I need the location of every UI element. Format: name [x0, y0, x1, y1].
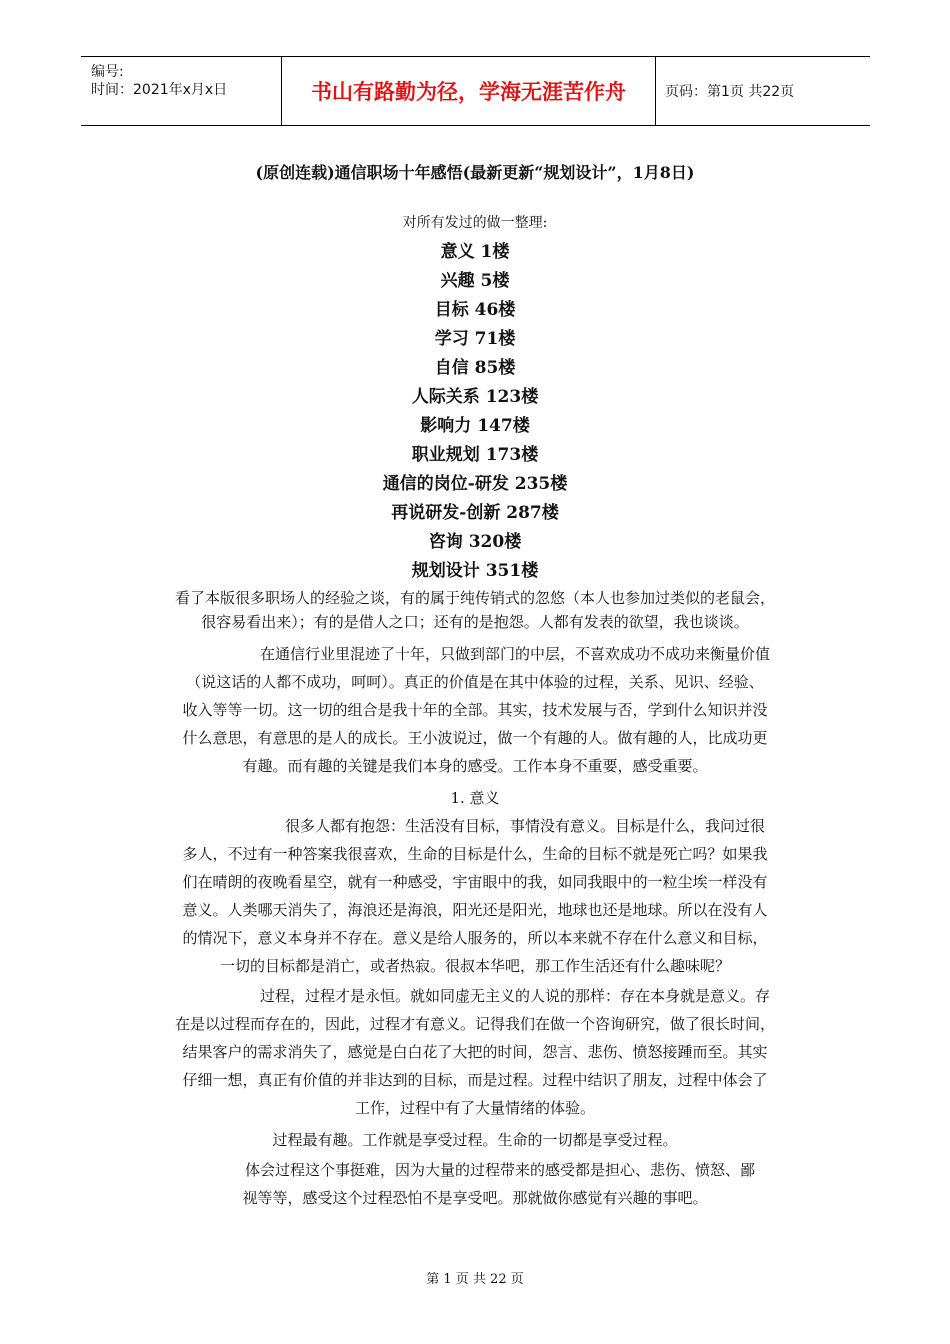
- page-header: [81, 56, 870, 126]
- body-line: 在是以过程而存在的，因此，过程才有意义。记得我们在做一个咨询研究，做了很长时间，: [174, 1015, 775, 1033]
- time-label: 时间：2021年x月x日: [91, 82, 228, 98]
- body-line: 收入等等一切。这一切的组合是我十年的全部。其实，技术发展与否，学到什么知识并没: [182, 701, 768, 719]
- body-line: 有趣。而有趣的关键是我们本身的感受。工作本身不重要，感受重要。: [242, 757, 708, 775]
- toc-item: 人际关系 123楼: [411, 387, 539, 407]
- toc-item: 咨询 320楼: [428, 532, 522, 552]
- toc-item: 通信的岗位-研发 235楼: [382, 474, 568, 494]
- body-line: 一切的目标都是消亡，或者热寂。很叔本华吧，那工作生活还有什么趣味呢？: [219, 957, 730, 975]
- body-line: 工作，过程中有了大量情绪的体验。: [354, 1099, 595, 1117]
- header-left: [81, 57, 281, 125]
- toc-item: 自信 85楼: [434, 358, 516, 378]
- body-line: 多人，不过有一种答案我很喜欢，生命的目标是什么，生命的目标不就是死亡吗？如果我: [182, 845, 768, 863]
- body-line: 什么意思，有意思的是人的成长。王小波说过，做一个有趣的人。做有趣的人，比成功更: [182, 729, 768, 747]
- body-line: 仔细一想，真正有价值的并非达到的目标，而是过程。过程中结识了朋友，过程中体会了: [182, 1071, 768, 1089]
- toc-item: 职业规划 173楼: [411, 445, 539, 465]
- document-title: (原创连载)通信职场十年感悟(最新更新“规划设计”，1月8日): [255, 163, 695, 182]
- body-line: 结果客户的需求消失了，感觉是白白花了大把的时间，怨言、悲伤、愤怒接踵而至。其实: [182, 1043, 768, 1061]
- header-motto: 书山有路勤为径，学海无涯苦作舟: [281, 57, 656, 125]
- body-line: 体会过程这个事挺难，因为大量的过程带来的感受都是担心、悲伤、愤怒、鄙: [244, 1161, 755, 1179]
- body-line: 意义。人类哪天消失了，海浪还是海浪，阳光还是阳光，地球也还是地球。所以在没有人: [182, 901, 768, 919]
- toc-item: 意义 1楼: [440, 242, 510, 262]
- toc-item: 学习 71楼: [434, 329, 516, 349]
- number-label: 编号:: [91, 64, 124, 80]
- body-line: 很容易看出来）；有的是借人之口；还有的是抱怨。人都有发表的欲望，我也谈谈。: [201, 613, 749, 631]
- table-of-contents: [0, 238, 950, 586]
- body-line: 在通信行业里混迹了十年，只做到部门的中层，不喜欢成功不成功来衡量价值: [259, 645, 770, 663]
- body-line: 看了本版很多职场人的经验之谈，有的属于纯传销式的忽悠（本人也参加过类似的老鼠会，: [174, 589, 775, 607]
- body-line: 过程最有趣。工作就是享受过程。生命的一切都是享受过程。: [272, 1131, 678, 1149]
- toc-item: 规划设计 351楼: [411, 561, 539, 581]
- toc-item: 目标 46楼: [434, 300, 516, 320]
- body-line: 们在晴朗的夜晚看星空，就有一种感受，宇宙眼中的我，如同我眼中的一粒尘埃一样没有: [182, 873, 768, 891]
- section-heading: 1. 意义: [450, 789, 500, 807]
- body-line: （说这话的人都不成功，呵呵）。真正的价值是在其中体验的过程，关系、见识、经验、: [186, 673, 764, 691]
- body-line: 过程，过程才是永恒。就如同虚无主义的人说的那样：存在本身就是意义。存: [259, 987, 770, 1005]
- toc-item: 影响力 147楼: [420, 416, 530, 436]
- page-footer: 第 1 页 共 22 页: [426, 1272, 524, 1287]
- toc-item: 兴趣 5楼: [440, 271, 510, 291]
- intro-text: 对所有发过的做一整理:: [402, 215, 548, 231]
- body-line: 视等等，感受这个过程恐怕不是享受吧。那就做你感觉有兴趣的事吧。: [242, 1189, 708, 1207]
- header-page-info: 页码：第1页 共22页: [665, 84, 795, 100]
- toc-item: 再说研发-创新 287楼: [391, 503, 559, 523]
- body-line: 的情况下，意义本身并不存在。意义是给人服务的，所以本来就不存在什么意义和目标，: [182, 929, 768, 947]
- body-line: 很多人都有抱怨：生活没有目标，事情没有意义。目标是什么，我问过很: [284, 817, 765, 835]
